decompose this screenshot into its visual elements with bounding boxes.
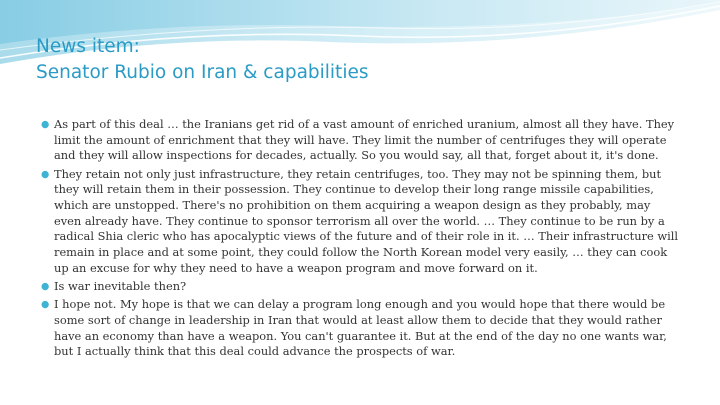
slide-title-line-2: Senator Rubio on Iran & capabilities	[36, 62, 369, 83]
bullet-icon: ●	[41, 299, 50, 311]
bullet-icon: ●	[41, 119, 50, 130]
slide-title-line-1: News item:	[36, 36, 140, 57]
bullet-text: They retain not only just infrastructure, they retain centrifuges, too. They may not be spinning them, but they will retain them in their possession. They continue to develop their long range missile capabilities, which are unstopped. There's no prohibition on them acquiring a weapon design as they probably, may even already have. They continue to sponsor terrorism all over the world. … They continue to be run by a radical Shia cleric who has apocalyptic views of the future and of their role in it. … Their infrastructure will remain in place and at some point, they could follow the North Korean model very easily, … they can cook up an excuse for why they need to have a weapon program and move forward on it.	[54, 166, 679, 275]
bullet-list	[40, 117, 680, 363]
bullet-text: Is war inevitable then?	[54, 279, 187, 294]
bullet-item	[40, 279, 680, 295]
bullet-item	[40, 167, 680, 277]
bullet-item	[40, 297, 680, 360]
bullet-text: I hope not. My hope is that we can delay a program long enough and you would hope that there would be some sort of change in leadership in Iran that would at least allow them to decide that they would rather have an economy than have a weapon. You can't guarantee it. But at the end of the day no one wants war, but I actually think that this deal could advance the prospects of war.	[54, 297, 667, 359]
slide-title	[36, 34, 676, 86]
bullet-item	[40, 117, 680, 164]
bullet-icon: ●	[41, 281, 50, 293]
bullet-text: As part of this deal … the Iranians get rid of a vast amount of enriched uranium, almost all they have. They limit the amount of enrichment that they will have. They limit the number of centrifuges they will operate and they will allow inspections for decades, actually. So you would say, all that, forget about it, it's done.	[54, 117, 675, 163]
bullet-icon: ●	[41, 168, 50, 180]
